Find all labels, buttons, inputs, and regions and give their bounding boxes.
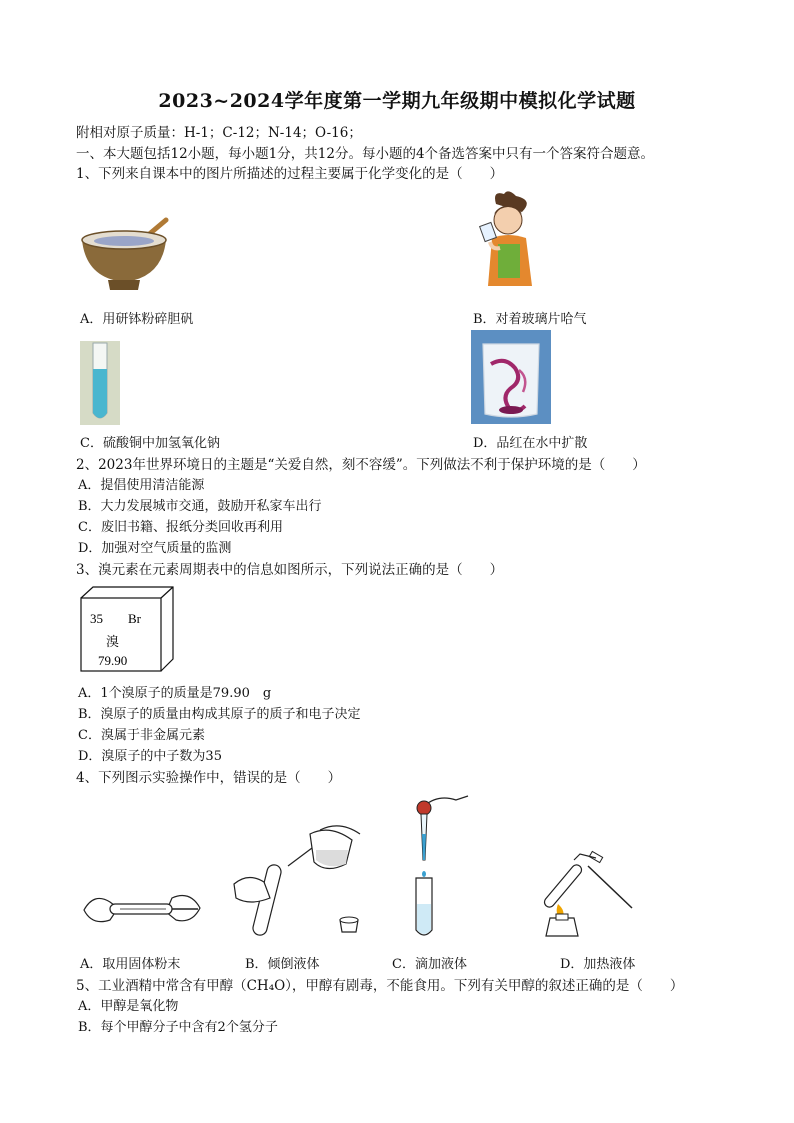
test-tube-blue-figure — [80, 341, 120, 425]
mortar-figure — [78, 212, 170, 294]
q5-option-b: B．每个甲醇分子中含有2个氢分子 — [78, 1020, 278, 1035]
q4-option-d: D．加热液体 — [560, 957, 636, 972]
bromine-element-card — [80, 586, 174, 672]
q4-option-a: A．取用固体粉末 — [80, 957, 181, 972]
question-1-stem: 1、下列来自课本中的图片所描述的过程主要属于化学变化的是（ ） — [76, 166, 504, 182]
q1-option-d: D．品红在水中扩散 — [473, 436, 588, 451]
element-mass: 79.90 — [98, 653, 128, 668]
beaker-diffusion-figure — [471, 330, 551, 424]
q1-option-b: B．对着玻璃片哈气 — [473, 312, 587, 327]
atomic-mass-note: 附相对原子质量：H-1；C-12；N-14；O-16； — [76, 125, 362, 141]
element-number: 35 — [90, 611, 103, 626]
element-symbol: Br — [128, 611, 141, 626]
q2-option-c: C．废旧书籍、报纸分类回收再利用 — [78, 520, 283, 535]
q2-option-a: A．提倡使用清洁能源 — [78, 478, 205, 493]
dropper-figure — [408, 794, 470, 942]
q2-option-b: B．大力发展城市交通，鼓励开私家车出行 — [78, 499, 322, 514]
q1-option-c: C．硫酸铜中加氢氧化钠 — [80, 436, 220, 451]
question-5-stem: 5、工业酒精中常含有甲醇（CH₄O），甲醇有剧毒，不能食用。下列有关甲醇的叙述正确的是（ ） — [76, 978, 684, 994]
element-name: 溴 — [106, 634, 120, 649]
girl-breathing-figure — [478, 190, 540, 292]
q3-option-a: A．1个溴原子的质量是79.90 g — [78, 686, 272, 701]
question-4-stem: 4、下列图示实验操作中，错误的是（ ） — [76, 770, 342, 786]
q3-option-b: B．溴原子的质量由构成其原子的质子和电子决定 — [78, 707, 361, 722]
q3-option-c: C．溴属于非金属元素 — [78, 728, 205, 743]
q3-option-d: D．溴原子的中子数为35 — [78, 749, 222, 764]
solid-powder-figure — [80, 880, 204, 938]
heating-liquid-figure — [540, 848, 636, 942]
q4-option-c: C．滴加液体 — [392, 957, 467, 972]
q1-option-a: A．用研钵粉碎胆矾 — [80, 312, 194, 327]
question-3-stem: 3、溴元素在元素周期表中的信息如图所示，下列说法正确的是（ ） — [76, 562, 504, 578]
question-2-stem: 2、2023年世界环境日的主题是“关爱自然，刻不容缓”。下列做法不利于保护环境的是（ ） — [76, 457, 646, 473]
q5-option-a: A．甲醇是氧化物 — [78, 999, 179, 1014]
pouring-liquid-figure — [230, 820, 370, 942]
page-title: 2023~2024学年度第一学期九年级期中模拟化学试题 — [158, 90, 636, 112]
section-heading: 一、本大题包括12小题，每小题1分，共12分。每小题的4个备选答案中只有一个答案符合题意。 — [76, 146, 655, 162]
q4-option-b: B．倾倒液体 — [245, 957, 320, 972]
q2-option-d: D．加强对空气质量的监测 — [78, 541, 232, 556]
